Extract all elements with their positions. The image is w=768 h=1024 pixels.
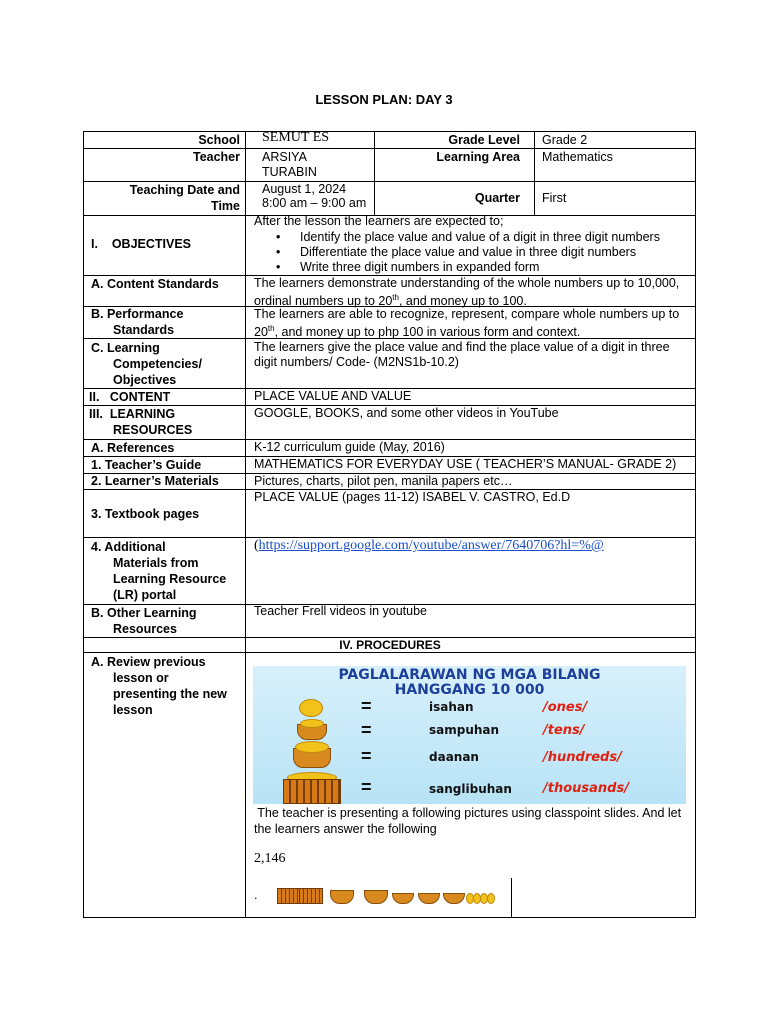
example-number: 2,146	[254, 851, 286, 866]
equals-sign: =	[361, 746, 372, 766]
quarter-label: Quarter	[474, 191, 520, 205]
banner-row-filipino: daanan	[429, 750, 479, 764]
teacher-label: Teacher	[192, 150, 240, 164]
additional-materials-label: Learning Resource	[113, 572, 227, 586]
resource-link[interactable]: (https://support.google.com/youtube/answer/7640706?hl=%@	[254, 538, 604, 553]
banner-row-filipino: sampuhan	[429, 723, 500, 737]
teaching-date-label: Time	[211, 199, 240, 213]
teachers-guide-label: 1. Teacher’s Guide	[91, 458, 202, 472]
teaching-time-value: 8:00 am – 9:00 am	[262, 196, 367, 210]
teaching-date-value: August 1, 2024	[262, 182, 347, 196]
content-value: PLACE VALUE AND VALUE	[254, 389, 412, 403]
performance-standards-text: The learners are able to recognize, represent, compare whole numbers up to	[254, 307, 680, 321]
ones-icon	[299, 699, 323, 717]
references-label: A. References	[91, 441, 175, 455]
ones-icon	[487, 893, 495, 904]
banner-row-filipino: sanglibuhan	[429, 782, 512, 796]
youtube-help-link[interactable]: https://support.google.com/youtube/answer/7640706?hl=%@	[258, 538, 604, 553]
thousands-storehouse-icon	[283, 779, 341, 804]
lead-text: the learners answer the following	[254, 822, 437, 836]
equals-sign: =	[361, 720, 372, 740]
hundreds-fruit-icon	[295, 741, 329, 753]
content-standards-text: The learners demonstrate understanding of the whole numbers up to 10,000,	[254, 276, 680, 290]
grid-line	[245, 131, 246, 918]
content-label: II. CONTENT	[89, 390, 171, 404]
banner-row-english: /thousands/	[543, 781, 629, 796]
performance-standards-text: 20th, and money up to php 100 in various form and context.	[254, 324, 581, 340]
review-label: lesson or	[113, 671, 169, 685]
lead-text: The teacher is presenting a following pictures using classpoint slides. And let	[254, 806, 682, 820]
grid-line	[83, 148, 696, 149]
school-label: School	[198, 133, 240, 147]
banner-row-english: /tens/	[543, 723, 585, 738]
review-label: A. Review previous	[91, 655, 206, 669]
banner-subtitle: HANGGANG 10 000	[394, 682, 545, 698]
learners-materials-label: 2. Learner’s Materials	[91, 474, 219, 488]
teacher-value: ARSIYA	[262, 150, 307, 164]
list-item: • Identify the place value and value of a digit in three digit numbers	[276, 230, 660, 245]
bullet-dot: .	[254, 888, 258, 902]
textbook-label: 3. Textbook pages	[91, 507, 200, 521]
review-label: presenting the new	[113, 687, 227, 701]
objectives-list	[276, 230, 660, 275]
list-item: • Differentiate the place value and value in three digit numbers	[276, 245, 660, 260]
equals-sign: =	[361, 696, 372, 716]
equals-sign: =	[361, 777, 372, 797]
banner-row-english: /hundreds/	[543, 750, 622, 765]
page-title: LESSON PLAN: DAY 3	[315, 92, 453, 107]
references-value: K-12 curriculum guide (May, 2016)	[254, 440, 445, 454]
additional-materials-label: (LR) portal	[113, 588, 177, 602]
performance-standards-label: Standards	[113, 323, 175, 337]
place-value-banner	[253, 666, 686, 804]
learning-area-label: Learning Area	[436, 150, 520, 164]
review-label: lesson	[113, 703, 153, 717]
grade-level-value: Grade 2	[542, 133, 588, 147]
thousands-storehouse-icon	[299, 888, 323, 904]
performance-standards-label: B. Performance	[91, 307, 184, 321]
banner-row-english: /ones/	[543, 700, 588, 715]
objectives-intro: After the lesson the learners are expected to;	[254, 214, 504, 228]
banner-title: PAGLALARAWAN NG MGA BILANG	[338, 667, 601, 683]
banner-row-filipino: isahan	[429, 700, 474, 714]
teaching-date-label: Teaching Date and	[129, 183, 240, 197]
grade-level-label: Grade Level	[448, 133, 520, 147]
list-item: • Write three digit numbers in expanded form	[276, 260, 660, 275]
additional-materials-label: 4. Additional	[91, 540, 166, 554]
content-standards-text: ordinal numbers up to 20th, and money up to 100.	[254, 293, 527, 309]
other-resources-label: B. Other Learning	[91, 606, 197, 620]
learning-resources-label: RESOURCES	[113, 423, 193, 437]
competencies-text: digit numbers/ Code- (M2NS1b-10.2)	[254, 355, 459, 369]
teacher-value: TURABIN	[262, 165, 317, 179]
additional-materials-label: Materials from	[113, 556, 199, 570]
tens-fruit-icon	[300, 719, 324, 728]
learners-materials-value: Pictures, charts, pilot pen, manila papers etc…	[254, 474, 513, 488]
content-standards-label: A. Content Standards	[91, 277, 219, 291]
competencies-label: Competencies/	[113, 357, 202, 371]
grid-line	[374, 131, 375, 215]
objectives-label: I. OBJECTIVES	[91, 237, 192, 251]
textbook-value: PLACE VALUE (pages 11-12) ISABEL V. CASTRO, Ed.D	[254, 490, 571, 504]
other-resources-label: Resources	[113, 622, 177, 636]
learning-resources-value: GOOGLE, BOOKS, and some other videos in YouTube	[254, 406, 559, 420]
school-value: SEMUT ES	[262, 130, 330, 145]
grid-line	[511, 878, 512, 918]
competencies-text: The learners give the place value and find the place value of a digit in three	[254, 340, 670, 354]
learning-resources-label: III. LEARNING	[89, 407, 176, 421]
quarter-value: First	[542, 191, 567, 205]
competencies-label: C. Learning	[91, 341, 160, 355]
competencies-label: Objectives	[113, 373, 177, 387]
procedures-header: IV. PROCEDURES	[339, 638, 441, 652]
teachers-guide-value: MATHEMATICS FOR EVERYDAY USE ( TEACHER’S MANUAL- GRADE 2)	[254, 457, 677, 471]
grid-line	[83, 181, 696, 182]
other-resources-value: Teacher Frell videos in youtube	[254, 604, 428, 618]
learning-area-value: Mathematics	[542, 150, 613, 164]
grid-line	[534, 131, 535, 215]
thousands-storehouse-icon	[277, 888, 301, 904]
